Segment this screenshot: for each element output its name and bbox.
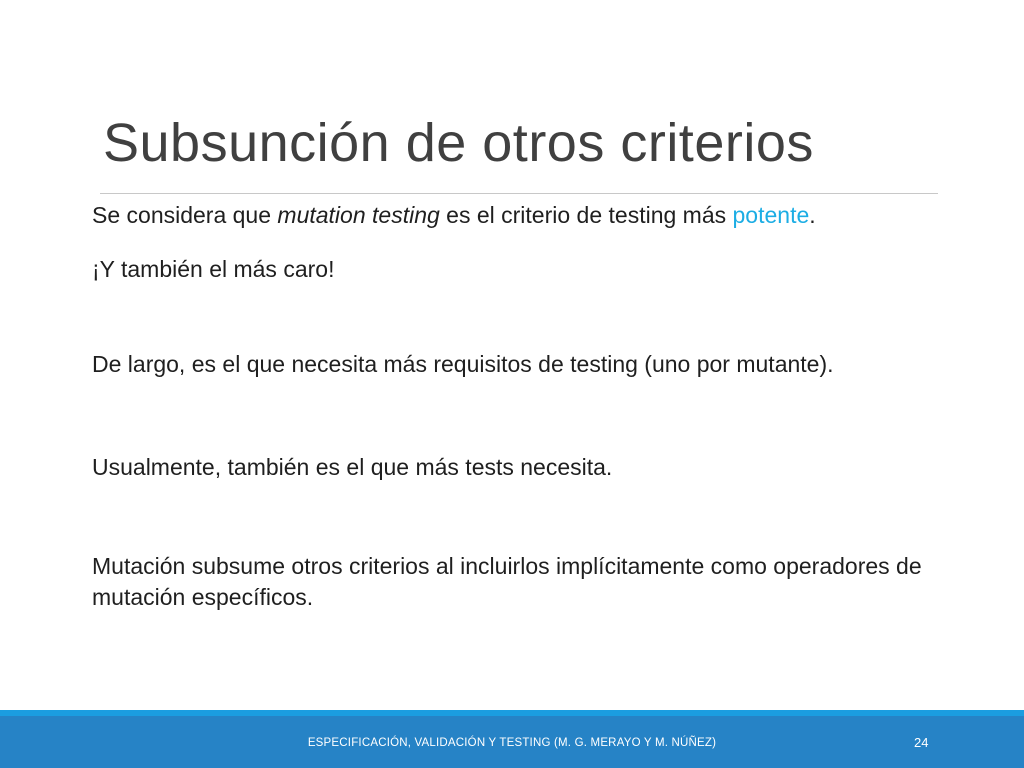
footer-bar	[0, 716, 1024, 768]
paragraph-3: De largo, es el que necesita más requisitos de testing (uno por mutante).	[92, 351, 834, 377]
paragraph-4: Usualmente, también es el que más tests necesita.	[92, 454, 613, 480]
footer-text: ESPECIFICACIÓN, VALIDACIÓN Y TESTING (M. G. MERAYO Y M. NÚÑEZ)	[307, 737, 717, 749]
slide-title: Subsunción de otros criterios	[103, 113, 814, 173]
paragraph-1-suffix: .	[809, 202, 816, 228]
paragraph-1-middle: es el criterio de testing más	[439, 202, 733, 228]
page-number: 24	[914, 735, 929, 750]
paragraph-1-accent: potente	[732, 202, 810, 228]
paragraph-2: ¡Y también el más caro!	[92, 256, 335, 282]
paragraph-1-prefix: Se considera que	[92, 202, 278, 228]
paragraph-1	[92, 200, 952, 231]
paragraph-5: Mutación subsume otros criterios al incluirlos implícitamente como operadores de mutación específicos.	[92, 553, 922, 610]
paragraph-1-emphasis: mutation testing	[277, 202, 440, 228]
title-divider	[100, 193, 938, 194]
